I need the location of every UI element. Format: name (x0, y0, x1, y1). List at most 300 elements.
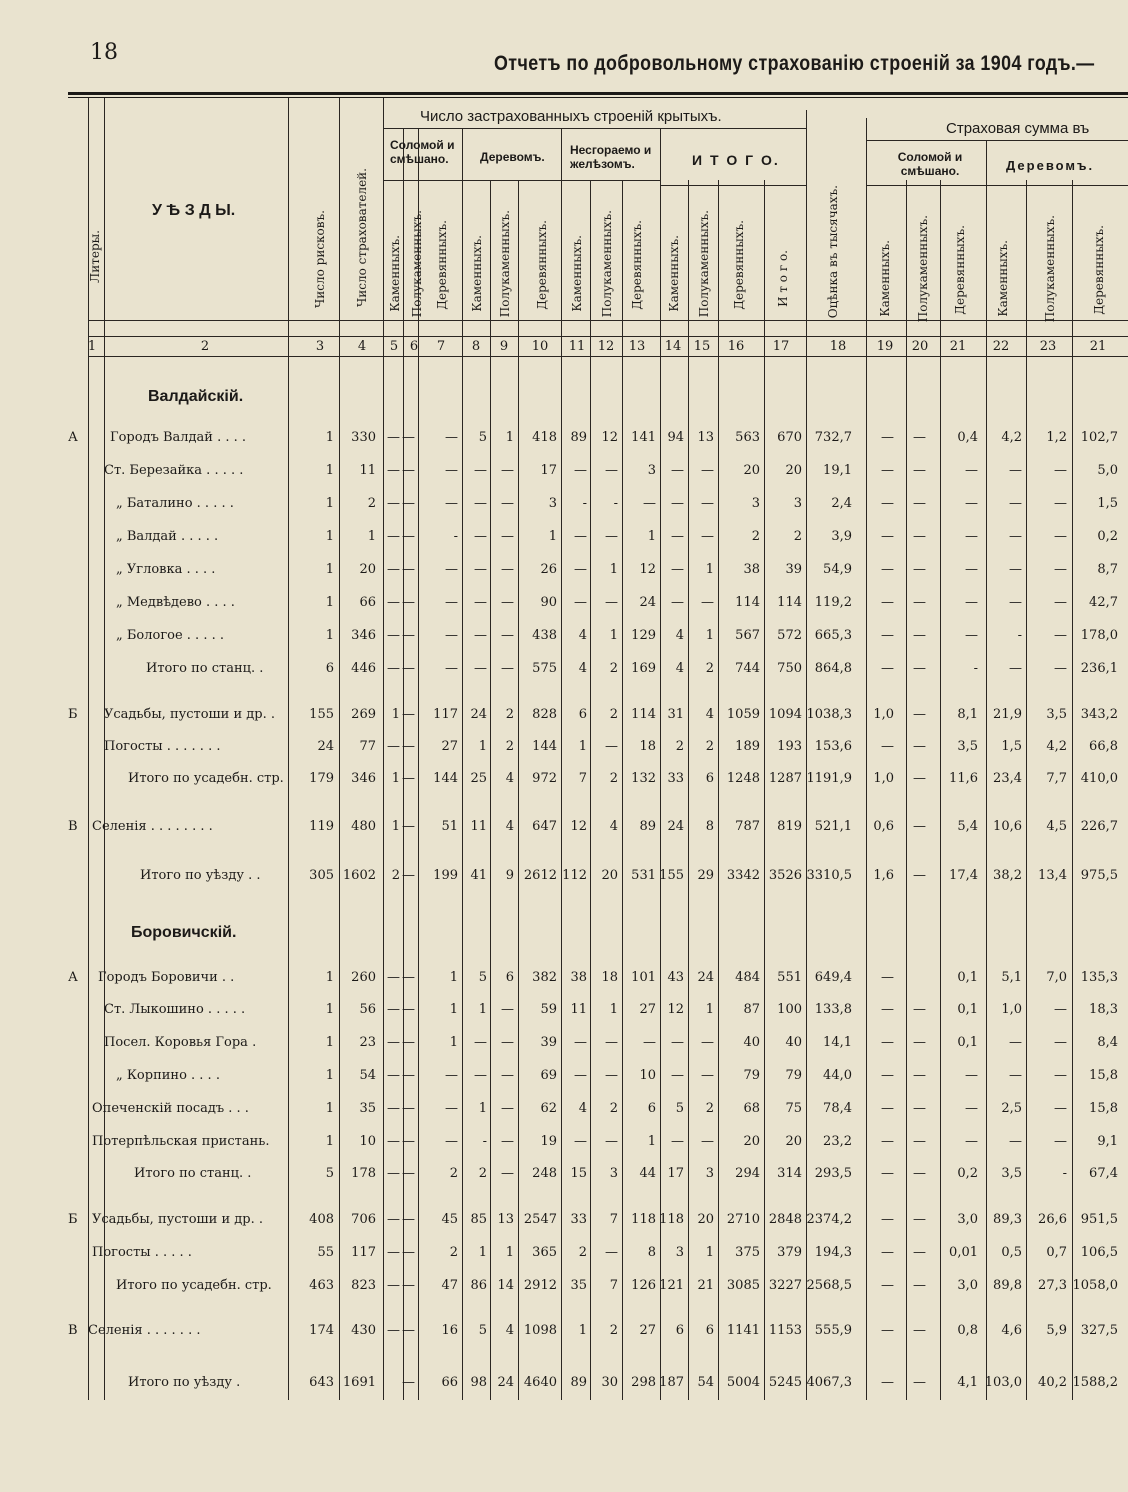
table-cell: 1094 (768, 707, 802, 722)
table-cell: 3,5 (1001, 1166, 1022, 1181)
table-cell: — (701, 496, 714, 511)
row-label: Селенія . . . . . . . . (92, 819, 213, 834)
table-cell: 1 (367, 529, 376, 544)
header-total: И Т О Г О. (692, 152, 780, 168)
table-cell: — (402, 819, 415, 834)
table-cell: — (913, 595, 926, 610)
row-label: Итого по уѣзду . . (140, 868, 261, 883)
table-cell: 0,1 (957, 1035, 978, 1050)
table-cell: 521,1 (814, 819, 852, 834)
table-cell: 135,3 (1080, 970, 1118, 985)
table-cell: 2 (705, 1101, 714, 1116)
table-cell: 27,3 (1038, 1278, 1067, 1293)
table-cell: — (965, 562, 978, 577)
table-cell: 864,8 (814, 661, 852, 676)
table-cell: 1 (391, 819, 400, 834)
row-label: Ст. Березайка . . . . . (104, 463, 244, 478)
table-cell: 3,0 (957, 1212, 978, 1227)
table-cell: — (701, 463, 714, 478)
table-cell: 1 (705, 562, 714, 577)
table-cell: — (1054, 595, 1067, 610)
table-cell: 40,2 (1038, 1375, 1067, 1390)
header-c21: Деревянныхъ. (953, 225, 967, 315)
table-cell: — (881, 1278, 894, 1293)
grid-hline (866, 185, 986, 186)
col-number: 11 (568, 339, 586, 354)
table-cell: 56 (359, 1002, 376, 1017)
table-cell: 1038,3 (806, 707, 852, 722)
table-cell: 24 (470, 707, 487, 722)
table-cell: — (402, 562, 415, 577)
table-cell: 293,5 (814, 1166, 852, 1181)
table-cell: — (913, 707, 926, 722)
col-number: 17 (772, 339, 790, 354)
table-cell: - (453, 529, 458, 544)
table-cell: — (501, 1134, 514, 1149)
table-cell: 0,6 (873, 819, 894, 834)
table-cell: 5,4 (957, 819, 978, 834)
table-cell: — (881, 1068, 894, 1083)
table-cell: — (474, 1068, 487, 1083)
table-cell: 1 (325, 496, 334, 511)
table-cell: - (582, 496, 587, 511)
table-cell: — (913, 1278, 926, 1293)
table-cell: 5 (325, 1166, 334, 1181)
table-cell: — (402, 970, 415, 985)
table-cell: 975,5 (1080, 868, 1118, 883)
table-cell: 744 (735, 661, 760, 676)
table-cell: — (387, 595, 400, 610)
table-cell: — (574, 463, 587, 478)
table-cell: 153,6 (814, 739, 852, 754)
table-cell: 480 (351, 819, 376, 834)
table-cell: — (701, 1035, 714, 1050)
table-cell: 3,5 (1046, 707, 1067, 722)
table-cell: 551 (777, 970, 802, 985)
table-cell: 2 (609, 1101, 618, 1116)
table-cell: — (643, 496, 656, 511)
table-cell: 24 (639, 595, 656, 610)
grid-vline (403, 128, 404, 1400)
table-cell: — (501, 496, 514, 511)
table-cell: 823 (351, 1278, 376, 1293)
table-cell: 0,7 (1046, 1245, 1067, 1260)
table-cell: — (881, 1002, 894, 1017)
table-cell: — (474, 529, 487, 544)
table-cell: 40 (743, 1035, 760, 1050)
table-cell: — (474, 496, 487, 511)
table-cell: — (605, 463, 618, 478)
table-cell: — (913, 1002, 926, 1017)
table-cell: 51 (441, 819, 458, 834)
table-cell: — (402, 1166, 415, 1181)
table-cell: 62 (540, 1101, 557, 1116)
grid-hline (561, 180, 660, 181)
col-number: 19 (876, 339, 894, 354)
table-cell: — (402, 430, 415, 445)
header-c19: Каменныхъ. (878, 240, 892, 317)
table-cell: 85 (470, 1212, 487, 1227)
table-cell: — (605, 1245, 618, 1260)
header-c5: Каменныхъ. (388, 235, 402, 312)
table-cell: — (387, 1068, 400, 1083)
table-cell: 4,2 (1001, 430, 1022, 445)
table-cell: 20 (601, 868, 618, 883)
table-cell: — (501, 1002, 514, 1017)
table-cell: — (1054, 463, 1067, 478)
row-letter: А (68, 430, 78, 445)
table-cell: — (474, 595, 487, 610)
table-cell: — (445, 661, 458, 676)
table-cell: — (387, 1212, 400, 1227)
table-cell: — (881, 1134, 894, 1149)
row-label: Селенія . . . . . . . (88, 1323, 201, 1338)
table-cell: - (973, 661, 978, 676)
table-cell: 2612 (523, 868, 557, 883)
table-cell: 16 (441, 1323, 458, 1338)
table-cell: — (445, 628, 458, 643)
row-label: Итого по станц. . (146, 661, 264, 676)
table-cell: 7,7 (1046, 771, 1067, 786)
table-cell: — (1054, 1068, 1067, 1083)
row-label: Усадьбы, пустоши и др. . (92, 1212, 263, 1227)
col-number: 13 (628, 339, 646, 354)
table-cell: 2710 (726, 1212, 760, 1227)
table-cell: 0,1 (957, 1002, 978, 1017)
table-cell: — (965, 595, 978, 610)
table-cell: 6 (705, 771, 714, 786)
table-cell: 102,7 (1080, 430, 1118, 445)
table-cell: 236,1 (1080, 661, 1118, 676)
table-cell: — (387, 463, 400, 478)
row-label: „ Валдай . . . . . (116, 529, 219, 544)
grid-vline (561, 128, 562, 1400)
table-cell: 5245 (768, 1375, 802, 1390)
table-cell: 1 (325, 463, 334, 478)
table-cell: — (965, 529, 978, 544)
table-cell: 27 (441, 739, 458, 754)
header-group-sum: Страховая сумма въ (946, 120, 1090, 137)
table-cell: — (1009, 1068, 1022, 1083)
table-cell: — (574, 1068, 587, 1083)
grid-hline (462, 180, 561, 181)
table-cell: — (1054, 1002, 1067, 1017)
table-cell: 14 (497, 1278, 514, 1293)
table-cell: 6 (647, 1101, 656, 1116)
table-cell: 3310,5 (806, 868, 852, 883)
header-c13: Деревянныхъ. (630, 220, 644, 310)
table-cell: 365 (532, 1245, 557, 1260)
table-cell: — (387, 970, 400, 985)
table-cell: — (913, 661, 926, 676)
table-cell: 126 (631, 1278, 656, 1293)
table-cell: 2 (505, 707, 514, 722)
table-cell: — (402, 1101, 415, 1116)
grid-vline (986, 140, 987, 1400)
row-letter: В (68, 819, 78, 834)
table-cell: 169 (631, 661, 656, 676)
row-letter: Б (68, 707, 78, 722)
table-cell: — (402, 595, 415, 610)
table-cell: 133,8 (814, 1002, 852, 1017)
table-cell: 2 (449, 1245, 458, 1260)
table-cell: 1,2 (1046, 430, 1067, 445)
table-cell: 5,1 (1001, 970, 1022, 985)
table-cell: 0,2 (957, 1166, 978, 1181)
table-cell: 4 (675, 628, 684, 643)
table-cell: 0,8 (957, 1323, 978, 1338)
table-cell: — (1054, 1134, 1067, 1149)
table-cell: - (1062, 1166, 1067, 1181)
table-cell: 129 (631, 628, 656, 643)
table-cell: — (387, 430, 400, 445)
table-cell: 0,2 (1097, 529, 1118, 544)
table-cell: 3,0 (957, 1278, 978, 1293)
table-cell: 3526 (768, 868, 802, 883)
row-label: Погосты . . . . . . . (104, 739, 221, 754)
table-cell: — (913, 1212, 926, 1227)
table-cell: — (881, 430, 894, 445)
table-cell: 1,0 (1001, 1002, 1022, 1017)
table-cell: — (881, 562, 894, 577)
table-cell: 2 (609, 1323, 618, 1338)
col-number: 2 (200, 339, 210, 354)
table-cell: 179 (309, 771, 334, 786)
table-cell: 9,1 (1097, 1134, 1118, 1149)
table-cell: 27 (639, 1323, 656, 1338)
table-cell: 1 (449, 970, 458, 985)
table-cell: — (881, 661, 894, 676)
grid-vline (806, 110, 807, 1400)
table-cell: 382 (532, 970, 557, 985)
table-cell: 643 (309, 1375, 334, 1390)
header-litery: Литеры. (88, 230, 102, 283)
table-cell: — (402, 1134, 415, 1149)
table-cell: 44,0 (823, 1068, 852, 1083)
header-c7: Деревянныхъ. (435, 220, 449, 310)
table-cell: 1141 (726, 1323, 760, 1338)
table-cell: — (387, 562, 400, 577)
table-cell: — (1054, 529, 1067, 544)
table-cell: — (387, 1278, 400, 1293)
table-cell: 44 (639, 1166, 656, 1181)
table-cell: 463 (309, 1278, 334, 1293)
table-cell: — (881, 628, 894, 643)
header-c24: Деревянныхъ. (1092, 225, 1106, 315)
table-cell: 43 (667, 970, 684, 985)
table-cell: — (881, 529, 894, 544)
table-cell: 17 (667, 1166, 684, 1181)
table-cell: — (913, 562, 926, 577)
table-cell: 1,5 (1097, 496, 1118, 511)
table-cell: 5004 (726, 1375, 760, 1390)
table-cell: — (671, 562, 684, 577)
table-cell: — (701, 1134, 714, 1149)
table-cell: — (913, 819, 926, 834)
table-cell: 24 (697, 970, 714, 985)
row-label: „ Бологое . . . . . (116, 628, 224, 643)
table-cell: — (387, 661, 400, 676)
table-cell: — (913, 529, 926, 544)
table-cell: 1,6 (873, 868, 894, 883)
col-number: 23 (1039, 339, 1057, 354)
header-c6: Полукаменныхъ. (410, 210, 424, 318)
table-cell: — (402, 1212, 415, 1227)
table-cell: 4 (675, 661, 684, 676)
table-cell: 18 (601, 970, 618, 985)
table-cell: — (1009, 562, 1022, 577)
table-cell: — (913, 1134, 926, 1149)
table-cell: — (387, 529, 400, 544)
table-cell: 1 (705, 1002, 714, 1017)
table-cell: 26,6 (1038, 1212, 1067, 1227)
row-label: „ Угловка . . . . (116, 562, 216, 577)
table-cell: 18,3 (1089, 1002, 1118, 1017)
table-cell: 121 (659, 1278, 684, 1293)
table-cell: — (965, 1134, 978, 1149)
header-uezdy: У Ѣ З Д Ы. (152, 202, 236, 219)
table-cell: 2 (609, 771, 618, 786)
table-cell: 119,2 (814, 595, 852, 610)
row-label: „ Баталино . . . . . (116, 496, 234, 511)
table-cell: — (671, 595, 684, 610)
table-cell: 4 (505, 1323, 514, 1338)
table-cell: 3 (751, 496, 760, 511)
header-wood-sum: Деревомъ. (1006, 158, 1095, 173)
table-cell: 35 (570, 1278, 587, 1293)
table-cell: — (671, 496, 684, 511)
table-cell: — (501, 628, 514, 643)
col-number: 21 (1089, 339, 1107, 354)
table-cell: 2 (705, 739, 714, 754)
table-cell: 20 (743, 463, 760, 478)
table-cell: 59 (540, 1002, 557, 1017)
col-number: 8 (471, 339, 481, 354)
table-cell: 567 (735, 628, 760, 643)
table-cell: 4,1 (957, 1375, 978, 1390)
table-cell: — (387, 739, 400, 754)
grid-hline (383, 180, 462, 181)
table-cell: 178 (351, 1166, 376, 1181)
col-number: 9 (499, 339, 509, 354)
table-cell: 20 (359, 562, 376, 577)
table-cell: 647 (532, 819, 557, 834)
table-cell: 117 (433, 707, 458, 722)
table-cell: — (387, 496, 400, 511)
table-cell: 3,5 (957, 739, 978, 754)
table-cell: 670 (777, 430, 802, 445)
table-cell: 1 (478, 1101, 487, 1116)
table-cell: — (402, 771, 415, 786)
table-cell: 89 (570, 430, 587, 445)
table-cell: 7 (609, 1212, 618, 1227)
table-cell: 24 (497, 1375, 514, 1390)
col-number: 1 (87, 339, 97, 354)
table-cell: 1153 (768, 1323, 802, 1338)
table-cell: 314 (777, 1166, 802, 1181)
header-c10: Деревянныхъ. (535, 220, 549, 310)
table-cell: — (1054, 661, 1067, 676)
row-label: Городъ Боровичи . . (98, 970, 235, 985)
table-cell: 3085 (726, 1278, 760, 1293)
table-cell: — (445, 1068, 458, 1083)
table-cell: — (881, 970, 894, 985)
table-cell: 572 (777, 628, 802, 643)
table-cell: 4 (505, 819, 514, 834)
table-cell: 1 (609, 562, 618, 577)
table-cell: — (445, 562, 458, 577)
table-cell: 0,1 (957, 970, 978, 985)
table-cell: 11,6 (949, 771, 978, 786)
table-cell: 226,7 (1080, 819, 1118, 834)
table-cell: 1 (647, 529, 656, 544)
row-label: Итого по уѣзду . (128, 1375, 241, 1390)
table-cell: 1287 (768, 771, 802, 786)
grid-vline (462, 128, 463, 1400)
table-cell: 155 (309, 707, 334, 722)
grid-hline (986, 185, 1128, 186)
table-cell: 11 (470, 819, 487, 834)
row-letter: А (68, 970, 78, 985)
table-cell: — (965, 1101, 978, 1116)
table-cell: 89 (570, 1375, 587, 1390)
table-cell: 3 (793, 496, 802, 511)
table-cell: — (671, 463, 684, 478)
header-wood: Деревомъ. (480, 150, 545, 164)
col-number: 22 (992, 339, 1010, 354)
table-cell: 2,5 (1001, 1101, 1022, 1116)
table-cell: — (913, 1166, 926, 1181)
table-cell: 2912 (523, 1278, 557, 1293)
table-cell: 114 (631, 707, 656, 722)
table-cell: — (881, 1245, 894, 1260)
table-cell: 18 (639, 739, 656, 754)
table-cell: 20 (697, 1212, 714, 1227)
table-cell: 8,4 (1097, 1035, 1118, 1050)
table-cell: — (913, 463, 926, 478)
table-cell: 750 (777, 661, 802, 676)
table-cell: 20 (743, 1134, 760, 1149)
table-cell: 1,0 (873, 771, 894, 786)
header-c8: Каменныхъ. (470, 235, 484, 312)
table-cell: — (501, 1166, 514, 1181)
table-cell: 2 (578, 1245, 587, 1260)
table-cell: 69 (540, 1068, 557, 1083)
table-cell: 4,6 (1001, 1323, 1022, 1338)
table-cell: 24 (317, 739, 334, 754)
table-cell: 132 (631, 771, 656, 786)
table-cell: — (387, 1101, 400, 1116)
col-number: 16 (727, 339, 745, 354)
table-cell: — (402, 661, 415, 676)
col-number: 7 (436, 339, 446, 354)
table-cell: — (402, 1323, 415, 1338)
table-cell: — (501, 661, 514, 676)
table-cell: 5 (478, 1323, 487, 1338)
table-cell: 1 (325, 1035, 334, 1050)
table-cell: — (474, 1035, 487, 1050)
table-cell: 1 (505, 1245, 514, 1260)
page-number: 18 (90, 40, 118, 65)
table-cell: 6 (675, 1323, 684, 1338)
table-cell: 2 (505, 739, 514, 754)
table-cell: — (965, 463, 978, 478)
table-cell: — (402, 707, 415, 722)
table-cell: 4 (609, 819, 618, 834)
table-cell: - (613, 496, 618, 511)
grid-vline (660, 128, 661, 1400)
table-cell: 114 (777, 595, 802, 610)
